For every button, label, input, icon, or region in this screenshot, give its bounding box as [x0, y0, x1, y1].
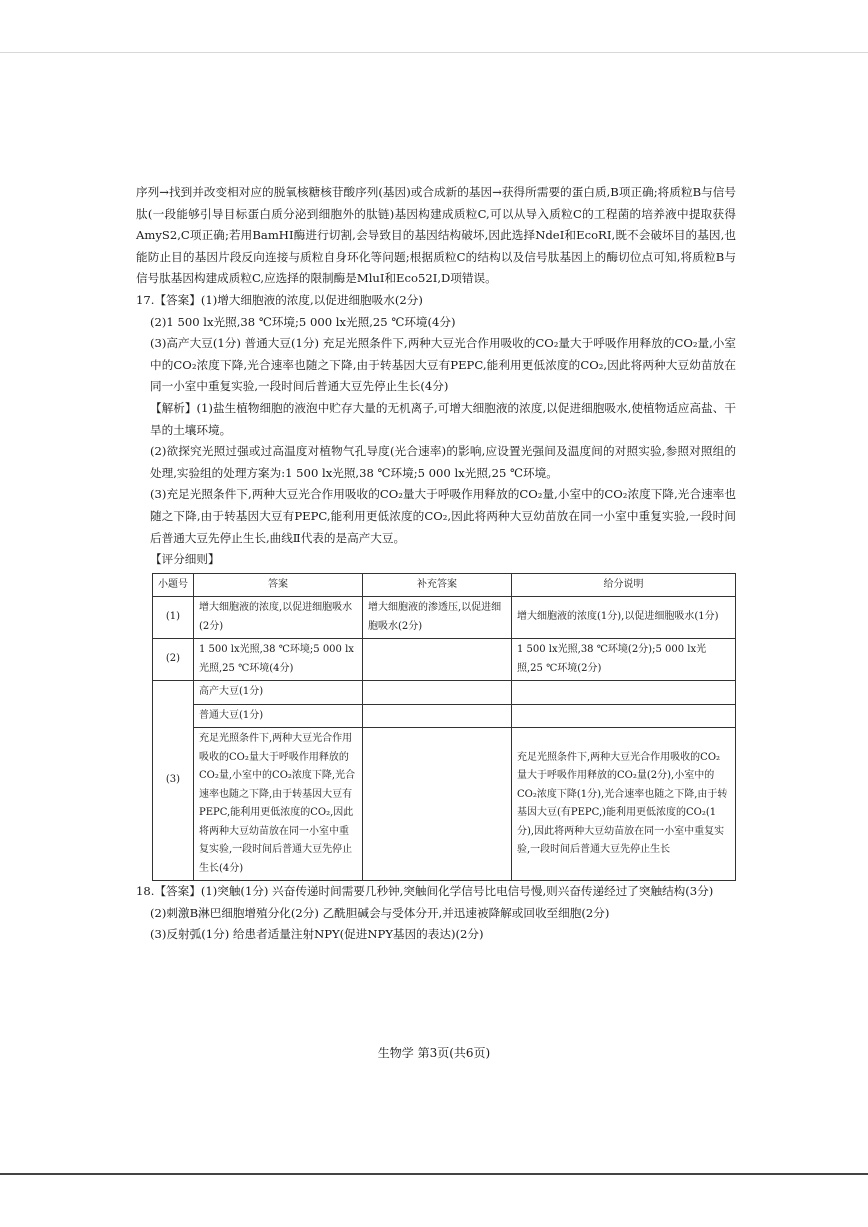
q17-explanation-1: 【解析】(1)盐生植物细胞的液泡中贮存大量的无机离子,可增大细胞液的浓度,以促进细胞吸水,使植物适应高盐、干旱的土壤环境。	[150, 400, 736, 437]
row3-answer-2: 普通大豆(1分)	[194, 704, 363, 728]
row1-supplement: 增大细胞液的渗透压,以促进细胞吸水(2分)	[363, 597, 512, 639]
table-row	[153, 728, 736, 881]
q17-answer-3: (3)高产大豆(1分) 普通大豆(1分) 充足光照条件下,两种大豆光合作用吸收的CO₂量大于呼吸作用释放的CO₂量,小室中的CO₂浓度下降,光合速率也随之下降,由于转基因大豆有PEPC,能利用更低浓度的CO₂,因此将两种大豆幼苗放在同一小室中重复实验,一段时间后普通大豆先停止生长(4分)	[150, 336, 736, 394]
table-header-row	[153, 573, 736, 597]
row2-question: (2)	[153, 639, 194, 681]
header-scoring-note: 给分说明	[512, 573, 736, 597]
q16-explanation-continued: 序列→找到并改变相对应的脱氧核糖核苷酸序列(基因)或合成新的基因→获得所需要的蛋白质,B项正确;将质粒B与信号肽(一段能够引导目标蛋白质分泌到细胞外的肽链)基因构建成质粒C,可以从导入质粒C的工程菌的培养液中提取获得AmyS2,C项正确;若用BamHⅠ酶进行切割,会导致目的基因结构破坏,因此选择NdeⅠ和EcoRⅠ,既不会破坏目的基因,也能防止目的基因片段反向连接与质粒自身环化等问题;根据质粒C的结构以及信号肽基因上的酶切位点可知,将质粒B与信号肽基因构建成质粒C,应选择的限制酶是MluⅠ和Eco52Ⅰ,D项错误。	[136, 185, 736, 286]
row3-question: (3)	[153, 681, 194, 881]
table-row	[153, 681, 736, 705]
row2-supplement	[363, 639, 512, 681]
row2-answer: 1 500 lx光照,38 ℃环境;5 000 lx光照,25 ℃环境(4分)	[194, 639, 363, 681]
row3-note-3: 充足光照条件下,两种大豆光合作用吸收的CO₂量大于呼吸作用释放的CO₂量(2分),小室中的CO₂浓度下降(1分),光合速率也随之下降,由于转基因大豆(有PEPC,)能利用更低浓度的CO₂(1分),因此将两种大豆幼苗放在同一小室中重复实验,一段时间后普通大豆先停止生长	[512, 728, 736, 881]
table-row	[153, 704, 736, 728]
page-footer: 生物学 第3页(共6页)	[377, 1046, 491, 1060]
header-answer: 答案	[194, 573, 363, 597]
table-row	[153, 597, 736, 639]
top-divider	[0, 52, 868, 53]
header-supplement: 补充答案	[363, 573, 512, 597]
row3-note-1	[512, 681, 736, 705]
q18-block	[136, 881, 736, 946]
row2-note: 1 500 lx光照,38 ℃环境(2分);5 000 lx光照,25 ℃环境(2分)	[512, 639, 736, 681]
q17-explanation-2: (2)欲探究光照过强或过高温度对植物气孔导度(光合速率)的影响,应设置光强间及温度间的对照实验,参照对照组的处理,实验组的处理方案为:1 500 lx光照,38 ℃环境;5 000 lx光照,25 ℃环境。	[150, 444, 736, 480]
q17-block	[136, 290, 736, 571]
row3-supplement-3	[363, 728, 512, 881]
row3-answer-1: 高产大豆(1分)	[194, 681, 363, 705]
row3-answer-3: 充足光照条件下,两种大豆光合作用吸收的CO₂量大于呼吸作用释放的CO₂量,小室中的CO₂浓度下降,光合速率也随之下降,由于转基因大豆有PEPC,能利用更低浓度的CO₂,因此将两种大豆幼苗放在同一小室中重复实验,一段时间后普通大豆先停止生长(4分)	[194, 728, 363, 881]
row3-supplement-2	[363, 704, 512, 728]
row1-answer: 增大细胞液的浓度,以促进细胞吸水(2分)	[194, 597, 363, 639]
q17-explanation-3: (3)充足光照条件下,两种大豆光合作用吸收的CO₂量大于呼吸作用释放的CO₂量,小室中的CO₂浓度下降,光合速率也随之下降,由于转基因大豆有PEPC,能利用更低浓度的CO₂,因此将两种大豆幼苗放在同一小室中重复实验,一段时间后普通大豆先停止生长,曲线Ⅱ代表的是高产大豆。	[150, 487, 736, 545]
q18-answer-3: (3)反射弧(1分) 给患者适量注射NPY(促进NPY基因的表达)(2分)	[150, 927, 484, 942]
q17-answer-1: 17.【答案】(1)增大细胞液的浓度,以促进细胞吸水(2分)	[136, 292, 423, 307]
header-question: 小题号	[153, 573, 194, 597]
q17-answer-2: (2)1 500 lx光照,38 ℃环境;5 000 lx光照,25 ℃环境(4分)	[150, 314, 456, 329]
bottom-divider	[0, 1173, 868, 1175]
page-content	[136, 182, 736, 946]
row1-question: (1)	[153, 597, 194, 639]
q18-answer-2: (2)刺激B淋巴细胞增殖分化(2分) 乙酰胆碱会与受体分开,并迅速被降解或回收至细胞(2分)	[150, 905, 610, 920]
row3-supplement-1	[363, 681, 512, 705]
rubric-title: 【评分细则】	[150, 552, 220, 567]
row3-note-2	[512, 704, 736, 728]
table-row	[153, 639, 736, 681]
q18-answer-1: 18.【答案】(1)突触(1分) 兴奋传递时间需要几秒钟,突触间化学信号比电信号慢,则兴奋传递经过了突触结构(3分)	[136, 884, 714, 899]
grading-rubric-table	[152, 573, 736, 882]
row1-note: 增大细胞液的浓度(1分),以促进细胞吸水(1分)	[512, 597, 736, 639]
